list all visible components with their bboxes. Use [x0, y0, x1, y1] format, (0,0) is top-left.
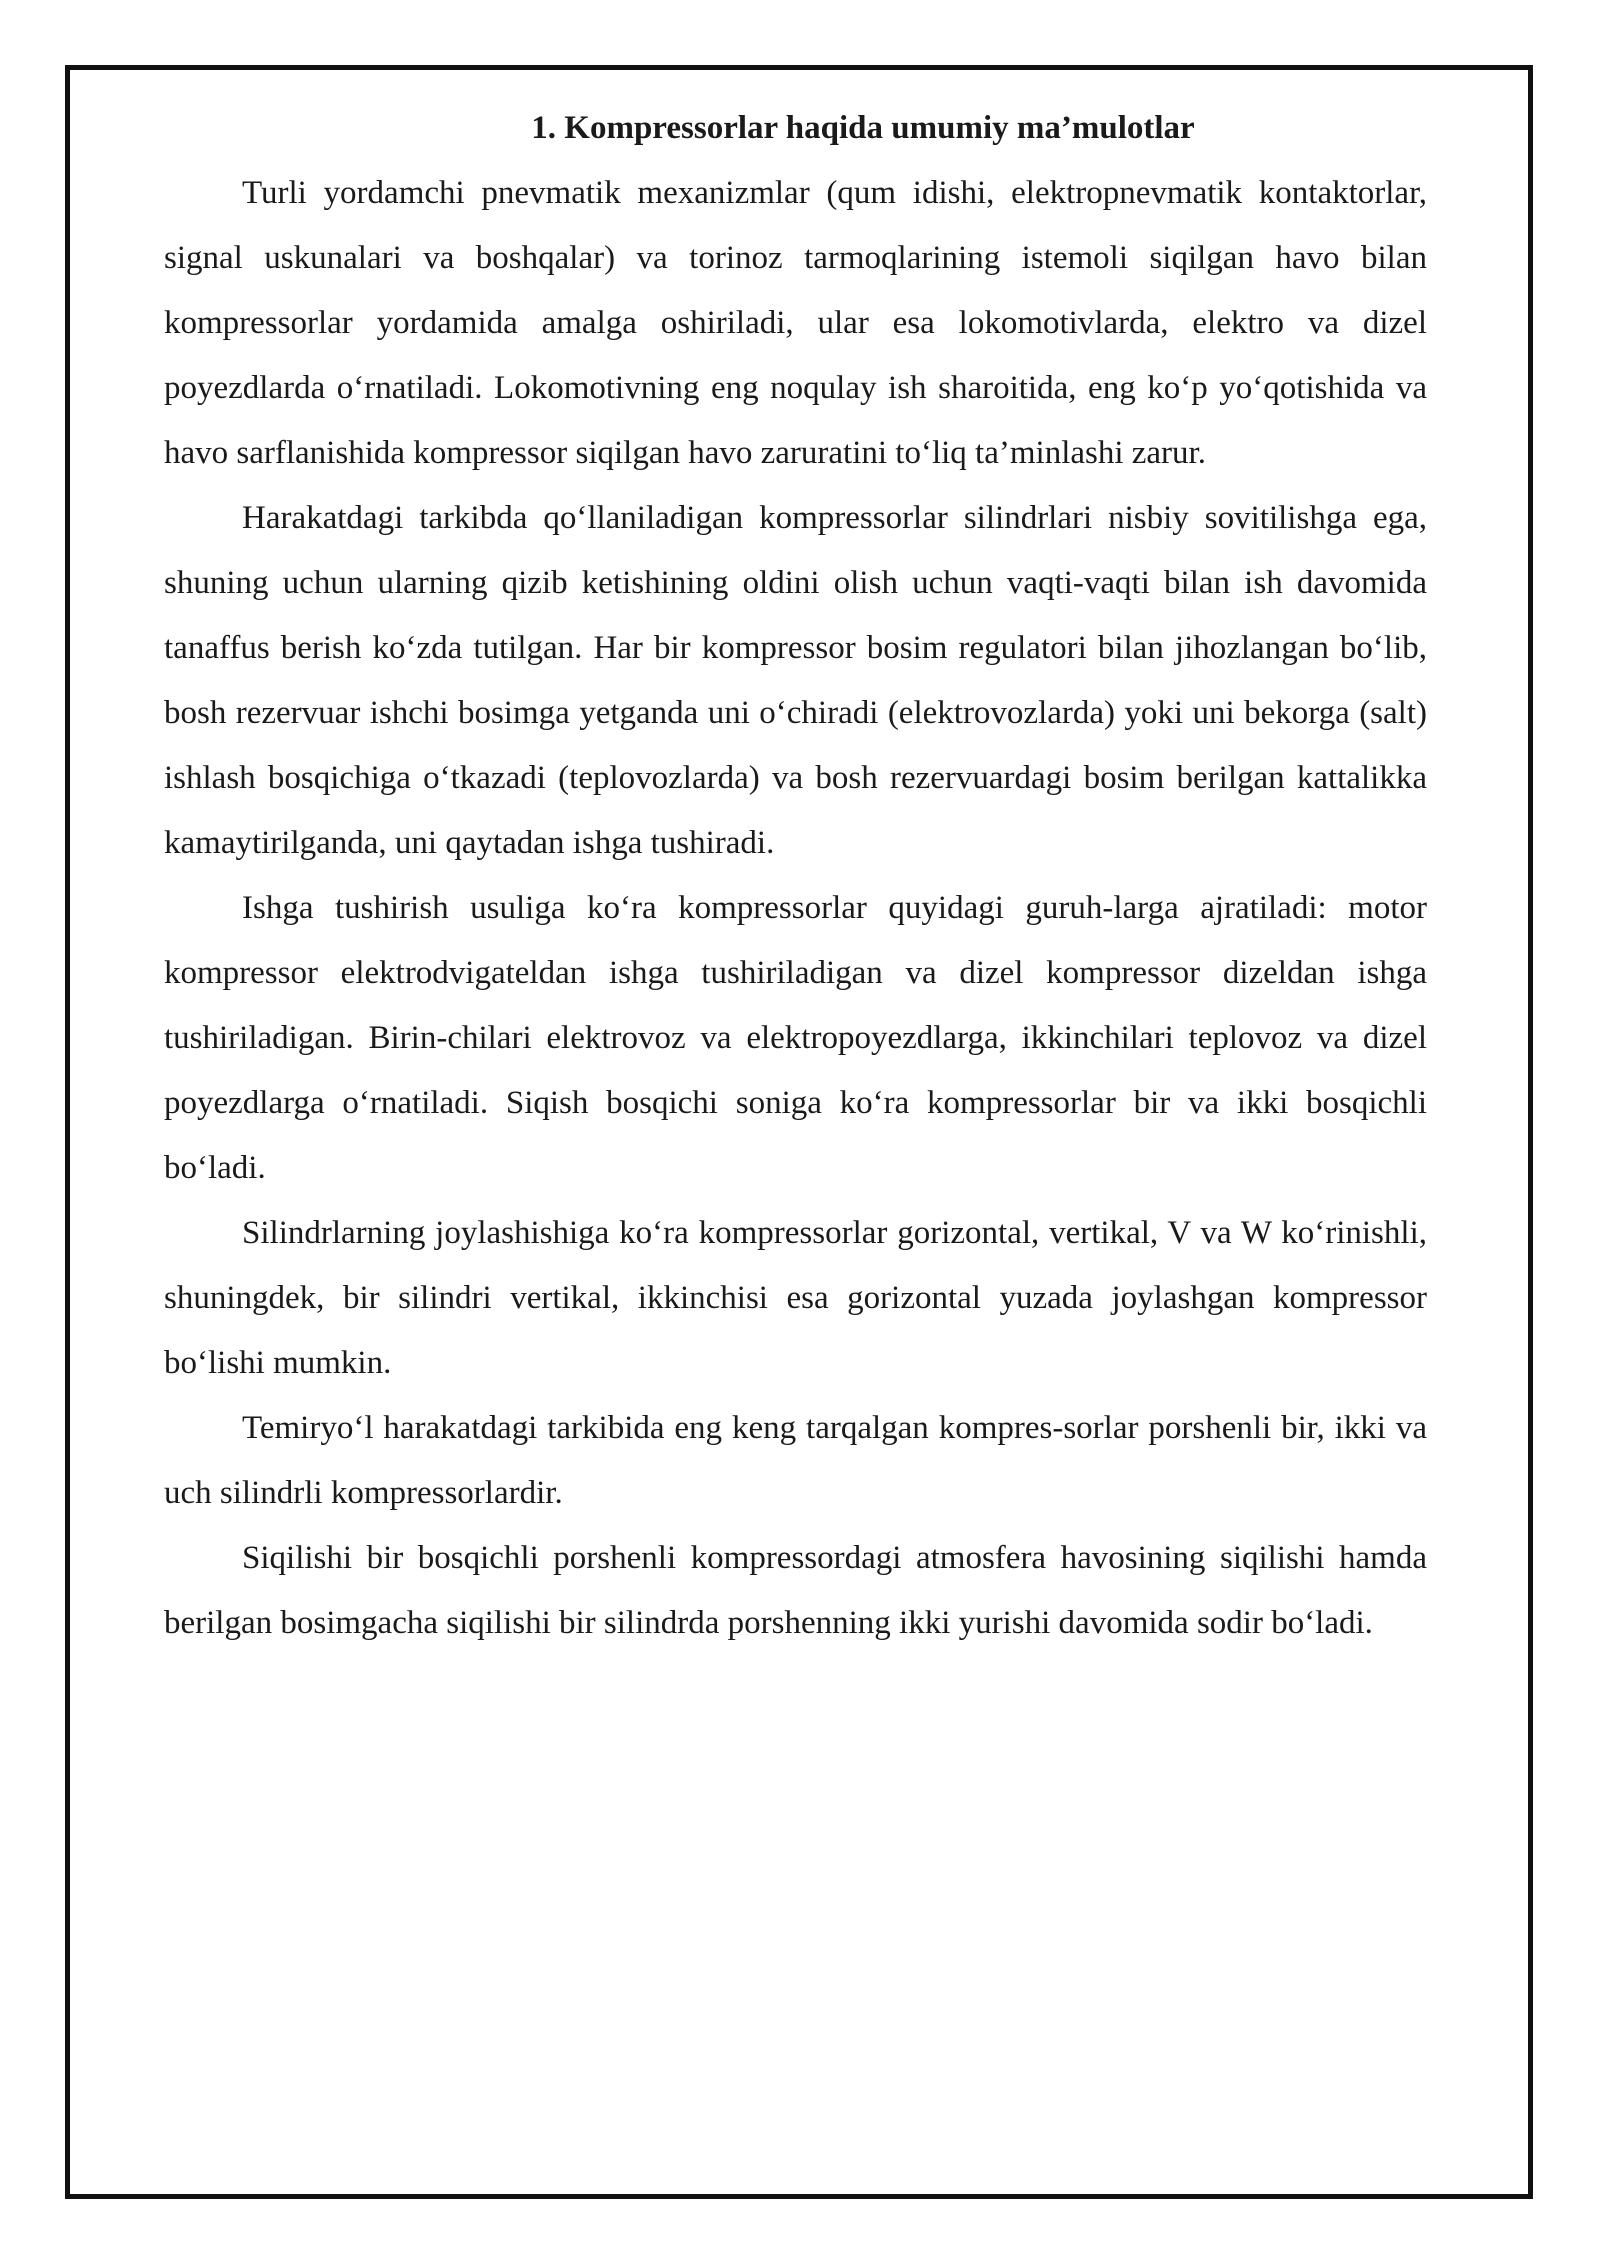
section-heading: 1. Kompressorlar haqida umumiy ma’mulotlar — [531, 110, 1195, 146]
paragraph-3: Ishga tushirish usuliga ko‘ra kompressorlar quyidagi guruh-larga ajratiladi: motor kompressor elektrodvigateldan ishga tushiriladigan va dizel kompressor dizeldan ishga tushiriladigan. Birin-chilari elektrovoz va elektropoyezdlarga, ikkinchilari teplovoz va dizel poyezdlarga o‘rnatiladi. Siqish bosqichi soniga ko‘ra kompressorlar bir va ikki bosqichli bo‘ladi. — [164, 890, 1427, 1186]
paragraph-2: Harakatdagi tarkibda qo‘llaniladigan kompressorlar silindrlari nisbiy sovitilishga ega, shuning uchun ularning qizib ketishining oldini olish uchun vaqti-vaqti bilan ish davomida tanaffus berish ko‘zda tutilgan. Har bir kompressor bosim regulatori bilan jihozlangan bo‘lib, bosh rezervuar ishchi bosimga yetganda uni o‘chiradi (elektrovozlarda) yoki uni bekorga (salt) ishlash bosqichiga o‘tkazadi (teplovozlarda) va bosh rezervuardagi bosim berilgan kattalikka kamaytirilganda, uni qaytadan ishga tushiradi. — [164, 500, 1427, 861]
paragraph-5: Temiryo‘l harakatdagi tarkibida eng keng tarqalgan kompres-sorlar porshenli bir, ikki va uch silindrli kompressorlardir. — [164, 1410, 1427, 1511]
paragraph-4: Silindrlarning joylashishiga ko‘ra kompressorlar gorizontal, vertikal, V va W ko‘rinishli, shuningdek, bir silindri vertikal, ikkinchisi esa gorizontal yuzada joylashgan kompressor bo‘lishi mumkin. — [164, 1215, 1427, 1381]
paragraph-1: Turli yordamchi pnevmatik mexanizmlar (qum idishi, elektropnevmatik kontaktorlar, signal uskunalari va boshqalar) va torinoz tarmoqlarining istemoli siqilgan havo bilan kompressorlar yordamida amalga oshiriladi, ular esa lokomotivlarda, elektro va dizel poyezdlarda o‘rnatiladi. Lokomotivning eng noqulay ish sharoitida, eng ko‘p yo‘qotishida va havo sarflanishida kompressor siqilgan havo zaruratini to‘liq ta’minlashi zarur. — [164, 175, 1427, 471]
document-body — [164, 96, 1427, 1656]
paragraph-6: Siqilishi bir bosqichli porshenli kompressordagi atmosfera havosining siqilishi hamda berilgan bosimgacha siqilishi bir silindrda porshenning ikki yurishi davomida sodir bo‘ladi. — [164, 1540, 1427, 1641]
